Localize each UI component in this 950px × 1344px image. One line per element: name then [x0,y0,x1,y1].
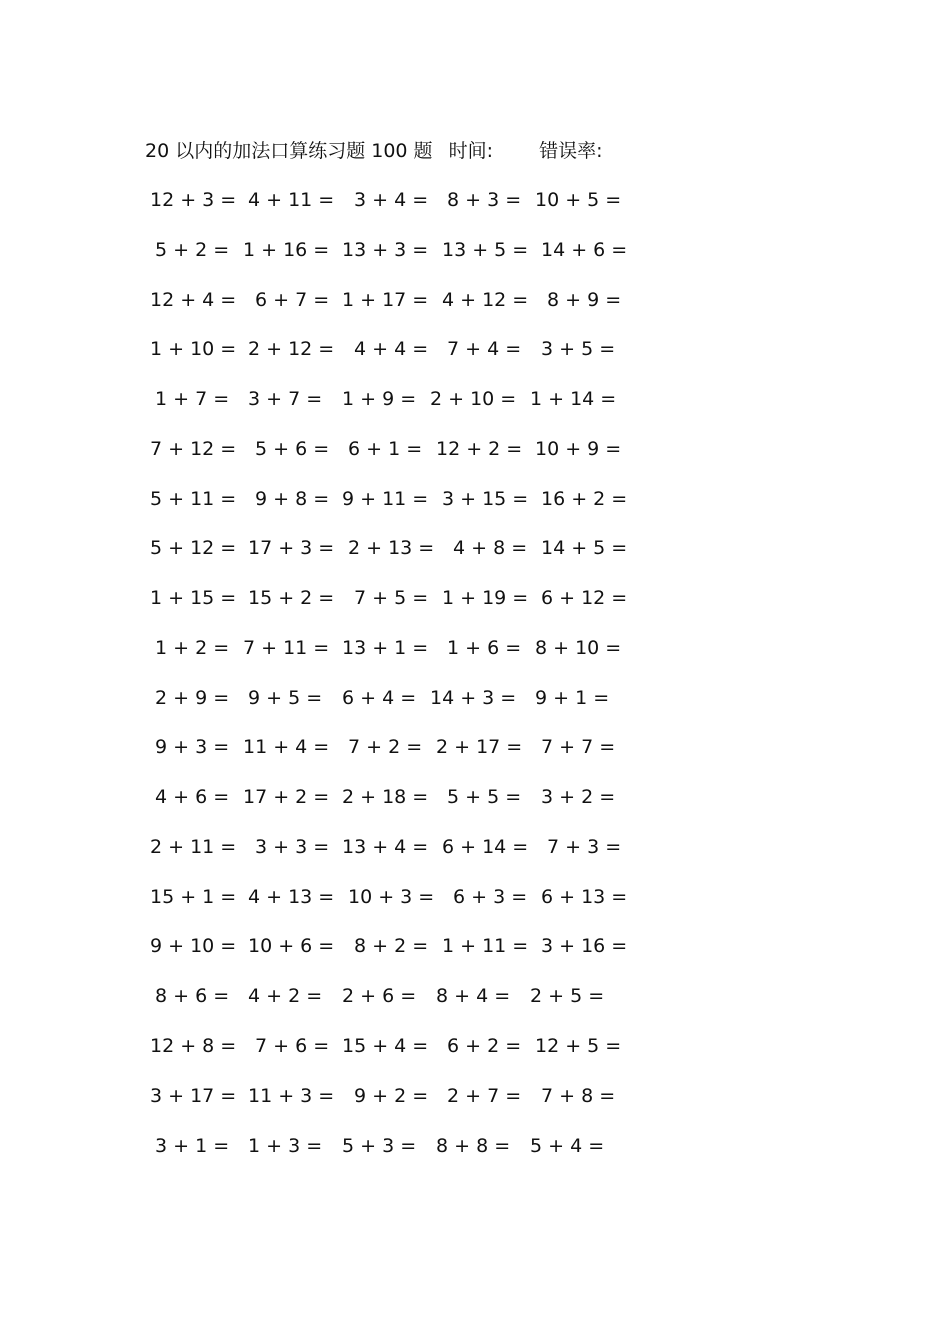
problem-row [0,633,950,663]
problem-item: 8 + 10 = [535,637,622,659]
problem-item: 6 + 2 = [447,1035,522,1057]
problem-item: 9 + 1 = [535,687,610,709]
problem-row [0,931,950,961]
problem-item: 12 + 4 = [150,289,237,311]
problem-item: 16 + 2 = [541,488,628,510]
problem-item: 8 + 6 = [155,985,230,1007]
problem-item: 7 + 4 = [447,338,522,360]
problem-item: 3 + 2 = [541,786,616,808]
problem-item: 13 + 4 = [342,836,429,858]
problem-item: 14 + 3 = [430,687,517,709]
problem-item: 1 + 2 = [155,637,230,659]
problem-item: 2 + 9 = [155,687,230,709]
problem-item: 4 + 8 = [453,537,528,559]
problem-row [0,484,950,514]
problem-item: 1 + 9 = [342,388,417,410]
error-rate-label: 错误率: [539,140,603,162]
worksheet-title: 20 以内的加法口算练习题 100 题 [145,140,433,162]
problem-item: 7 + 2 = [348,736,423,758]
problem-item: 6 + 12 = [541,587,628,609]
problem-item: 10 + 9 = [535,438,622,460]
problem-item: 5 + 2 = [155,239,230,261]
problem-item: 13 + 3 = [342,239,429,261]
problem-item: 10 + 5 = [535,189,622,211]
problem-item: 4 + 6 = [155,786,230,808]
problem-item: 1 + 17 = [342,289,429,311]
problem-item: 9 + 11 = [342,488,429,510]
problem-item: 2 + 12 = [248,338,335,360]
problem-item: 5 + 12 = [150,537,237,559]
problem-item: 3 + 15 = [442,488,529,510]
problem-row [0,285,950,315]
problem-row [0,533,950,563]
problem-item: 7 + 3 = [547,836,622,858]
problem-item: 2 + 13 = [348,537,435,559]
problem-item: 3 + 17 = [150,1085,237,1107]
problem-row [0,185,950,215]
problem-item: 17 + 3 = [248,537,335,559]
problem-item: 8 + 2 = [354,935,429,957]
problem-item: 11 + 4 = [243,736,330,758]
problem-item: 2 + 7 = [447,1085,522,1107]
problem-item: 1 + 10 = [150,338,237,360]
problem-row [0,981,950,1011]
problem-item: 9 + 10 = [150,935,237,957]
problem-item: 1 + 3 = [248,1135,323,1157]
problem-item: 10 + 3 = [348,886,435,908]
problem-item: 1 + 6 = [447,637,522,659]
problem-item: 12 + 8 = [150,1035,237,1057]
problem-item: 9 + 2 = [354,1085,429,1107]
problem-item: 5 + 5 = [447,786,522,808]
problem-item: 4 + 12 = [442,289,529,311]
problem-item: 1 + 19 = [442,587,529,609]
problem-item: 4 + 13 = [248,886,335,908]
problem-item: 3 + 5 = [541,338,616,360]
problem-item: 2 + 10 = [430,388,517,410]
problem-row [0,583,950,613]
problem-item: 14 + 5 = [541,537,628,559]
problem-item: 1 + 14 = [530,388,617,410]
problem-item: 7 + 12 = [150,438,237,460]
problem-row [0,384,950,414]
problem-item: 8 + 9 = [547,289,622,311]
problem-item: 4 + 11 = [248,189,335,211]
problem-item: 9 + 8 = [255,488,330,510]
problem-item: 15 + 4 = [342,1035,429,1057]
problem-item: 1 + 16 = [243,239,330,261]
problem-row [0,882,950,912]
problem-item: 12 + 3 = [150,189,237,211]
problem-row [0,235,950,265]
problem-item: 6 + 4 = [342,687,417,709]
problem-item: 15 + 1 = [150,886,237,908]
problem-item: 11 + 3 = [248,1085,335,1107]
problem-item: 5 + 6 = [255,438,330,460]
problem-row [0,782,950,812]
problem-item: 10 + 6 = [248,935,335,957]
problem-item: 7 + 6 = [255,1035,330,1057]
problem-item: 3 + 3 = [255,836,330,858]
problem-item: 12 + 5 = [535,1035,622,1057]
time-label: 时间: [448,140,494,162]
problem-item: 2 + 18 = [342,786,429,808]
problem-item: 3 + 7 = [248,388,323,410]
problem-item: 2 + 11 = [150,836,237,858]
problem-row [0,434,950,464]
problem-row [0,832,950,862]
problem-item: 15 + 2 = [248,587,335,609]
problem-item: 7 + 7 = [541,736,616,758]
problem-item: 8 + 8 = [436,1135,511,1157]
problem-item: 1 + 11 = [442,935,529,957]
problem-row [0,1081,950,1111]
problem-item: 6 + 1 = [348,438,423,460]
problem-item: 5 + 3 = [342,1135,417,1157]
problem-item: 4 + 4 = [354,338,429,360]
problem-item: 9 + 3 = [155,736,230,758]
problem-item: 2 + 17 = [436,736,523,758]
problem-item: 1 + 15 = [150,587,237,609]
problem-item: 8 + 4 = [436,985,511,1007]
problem-row [0,1131,950,1161]
problem-item: 5 + 11 = [150,488,237,510]
problem-item: 3 + 4 = [354,189,429,211]
problem-item: 5 + 4 = [530,1135,605,1157]
problem-row [0,683,950,713]
problem-item: 13 + 1 = [342,637,429,659]
problem-item: 7 + 8 = [541,1085,616,1107]
problem-item: 12 + 2 = [436,438,523,460]
problem-item: 9 + 5 = [248,687,323,709]
problem-item: 7 + 5 = [354,587,429,609]
problem-item: 3 + 16 = [541,935,628,957]
problem-item: 6 + 14 = [442,836,529,858]
problem-item: 6 + 3 = [453,886,528,908]
problem-row [0,1031,950,1061]
problem-item: 3 + 1 = [155,1135,230,1157]
problem-item: 17 + 2 = [243,786,330,808]
problem-row [0,334,950,364]
problem-item: 14 + 6 = [541,239,628,261]
problem-item: 1 + 7 = [155,388,230,410]
problem-item: 4 + 2 = [248,985,323,1007]
problem-item: 6 + 7 = [255,289,330,311]
problem-item: 13 + 5 = [442,239,529,261]
problem-item: 2 + 5 = [530,985,605,1007]
problem-item: 8 + 3 = [447,189,522,211]
problem-item: 7 + 11 = [243,637,330,659]
problem-item: 6 + 13 = [541,886,628,908]
problem-row [0,732,950,762]
problem-item: 2 + 6 = [342,985,417,1007]
